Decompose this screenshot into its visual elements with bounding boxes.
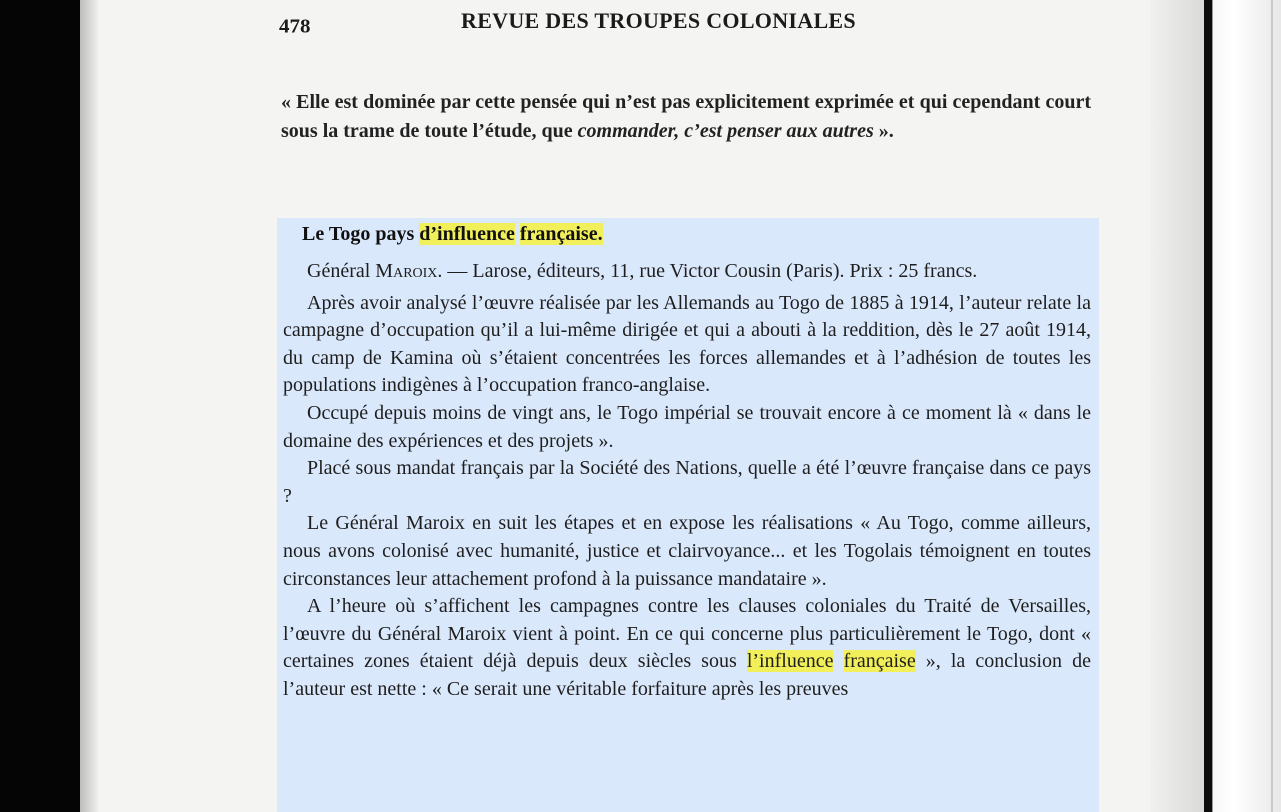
quote-paragraph[interactable] xyxy=(281,88,1091,146)
paragraph-5-end: », la conclusion de l’auteur est nette : « Ce serait une véritable forfaiture après les preuves xyxy=(283,650,1092,700)
scan-left-shadow xyxy=(80,0,98,812)
search-highlight: française xyxy=(843,650,916,673)
review-title-text: Le Togo pays xyxy=(302,223,420,245)
author-prefix: Général xyxy=(307,260,376,282)
review-body[interactable] xyxy=(283,258,1091,704)
quote-italic: commander, c’est penser aux autres xyxy=(577,120,874,142)
quote-end: ». xyxy=(873,120,894,142)
publisher-info: . — Larose, éditeurs, 11, rue Victor Cousin (Paris). Prix : 25 francs. xyxy=(437,260,978,282)
search-highlight: d’influence xyxy=(419,223,515,245)
scan-right-binding xyxy=(1204,0,1212,812)
search-highlight: française. xyxy=(519,223,603,245)
scan-right-shadow xyxy=(1150,0,1205,812)
author-name: Maroix xyxy=(375,260,438,282)
paragraph-5-start: A l’heure où s’affichent les campagnes contre les clauses coloniales du Traité de Versailles, l’œuvre du Général Maroix vient à point. En ce qui concerne plus particulièrement le Togo, dont « certaines zones étaient déjà depuis deux siècles sous xyxy=(283,595,1091,673)
search-highlight: l’influence xyxy=(746,650,834,673)
paragraph-1: Après avoir analysé l’œuvre réalisée par les Allemands au Togo de 1885 à 1914, l’auteur relate la campagne d’occupation qu’il a lui-même dirigée et qui a abouti à la reddition, dès le 27 août 1914, du camp de Kamina où s’étaient concentrées les forces allemandes et à l’adhésion de toutes les populations indigènes à l’occupation franco-anglaise. xyxy=(283,291,1091,397)
scan-right-margin xyxy=(1212,0,1281,812)
quote-text: « Elle est dominée par cette pensée qui n’est pas explicitement exprimée et qui cependant court sous la trame de toute l’étude, que xyxy=(281,91,1091,142)
publication-line xyxy=(283,258,1091,286)
review-title[interactable] xyxy=(302,220,603,248)
page-number: 478 xyxy=(279,14,311,38)
paragraph-5 xyxy=(283,593,1091,703)
running-title: REVUE DES TROUPES COLONIALES xyxy=(461,8,856,33)
paragraph-2: Occupé depuis moins de vingt ans, le Togo impérial se trouvait encore à ce moment là « dans le domaine des expériences et des projets ». xyxy=(283,401,1091,452)
scan-left-margin xyxy=(0,0,80,812)
paragraph-4: Le Général Maroix en suit les étapes et en expose les réalisations « Au Togo, comme ailleurs, nous avons colonisé avec humanité, justice et clairvoyance... et les Togolais témoignent en toutes circonstances leur attachement profond à la puissance mandataire ». xyxy=(283,512,1091,590)
paragraph-3: Placé sous mandat français par la Société des Nations, quelle a été l’œuvre française dans ce pays ? xyxy=(283,457,1091,507)
